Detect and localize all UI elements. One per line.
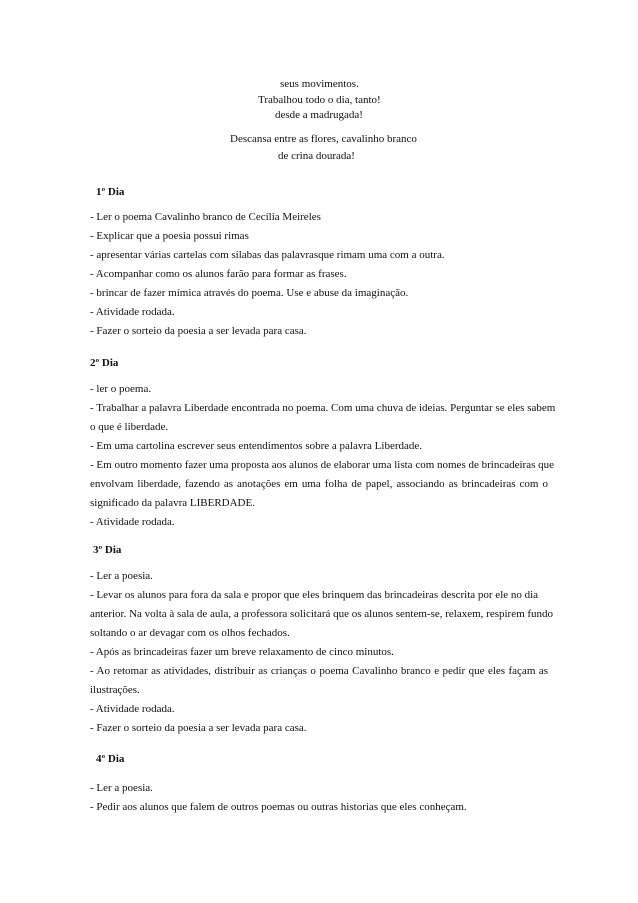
day-3-item: - Após as brincadeiras fazer um breve relaxamento de cinco minutos. bbox=[90, 646, 394, 658]
day-1-heading: 1º Dia bbox=[96, 186, 125, 198]
day-3-item: - Fazer o sorteio da poesia a ser levada para casa. bbox=[90, 722, 307, 734]
day-1-item: - Atividade rodada. bbox=[90, 306, 175, 318]
day-3-item: anterior. Na volta à sala de aula, a professora solicitará que os alunos sentem-se, relaxem, respirem fundo bbox=[90, 608, 554, 620]
day-3-item: - Ler a poesia. bbox=[90, 570, 153, 582]
day-1-item: - Acompanhar como os alunos farão para formar as frases. bbox=[90, 268, 347, 280]
day-3-item: - Levar os alunos para fora da sala e propor que eles brinquem das brincadeiras descrita por ele no dia bbox=[90, 589, 539, 601]
day-2-item: envolvam liberdade, fazendo as anotações em uma folha de papel, associando as brincadeiras com o bbox=[90, 478, 548, 490]
day-4-heading: 4º Dia bbox=[96, 753, 125, 765]
day-1-item: - Ler o poema Cavalinho branco de Cecília Meireles bbox=[90, 211, 321, 223]
day-2-item: - Em uma cartolina escrever seus entendimentos sobre a palavra Liberdade. bbox=[90, 440, 422, 452]
day-4-item: - Pedir aos alunos que falem de outros poemas ou outras historias que eles conheçam. bbox=[90, 801, 467, 813]
day-2-item: - Atividade rodada. bbox=[90, 516, 175, 528]
day-2-item: - Em outro momento fazer uma proposta aos alunos de elaborar uma lista com nomes de brincadeiras que bbox=[90, 459, 554, 471]
poem-line: Trabalhou todo o dia, tanto! bbox=[258, 94, 381, 106]
day-3-item: ilustrações. bbox=[90, 684, 140, 696]
day-1-item: - Fazer o sorteio da poesia a ser levada para casa. bbox=[90, 325, 307, 337]
poem-line: Descansa entre as flores, cavalinho branco bbox=[230, 133, 417, 145]
day-2-item: significado da palavra LIBERDADE. bbox=[90, 497, 255, 509]
day-1-item: - Explicar que a poesia possui rimas bbox=[90, 230, 249, 242]
day-2-item: - Trabalhar a palavra Liberdade encontrada no poema. Com uma chuva de ideias. Perguntar se eles sabem bbox=[90, 402, 556, 414]
day-1-item: - apresentar várias cartelas com sílabas das palavrasque rimam uma com a outra. bbox=[90, 249, 445, 261]
day-2-item: - ler o poema. bbox=[90, 383, 152, 395]
day-3-item: - Ao retomar as atividades, distribuir as crianças o poema Cavalinho branco e pedir que eles façam as bbox=[90, 665, 548, 677]
day-2-heading: 2º Dia bbox=[90, 357, 119, 369]
day-3-heading: 3º Dia bbox=[93, 544, 122, 556]
day-3-item: soltando o ar devagar com os olhos fechados. bbox=[90, 627, 290, 639]
poem-line: seus movimentos. bbox=[280, 78, 359, 90]
poem-line: de crina dourada! bbox=[278, 150, 355, 162]
day-2-item: o que é liberdade. bbox=[90, 421, 169, 433]
day-1-item: - brincar de fazer mímica através do poema. Use e abuse da imaginação. bbox=[90, 287, 409, 299]
day-3-item: - Atividade rodada. bbox=[90, 703, 175, 715]
poem-line: desde a madrugada! bbox=[275, 109, 363, 121]
day-4-item: - Ler a poesia. bbox=[90, 782, 153, 794]
